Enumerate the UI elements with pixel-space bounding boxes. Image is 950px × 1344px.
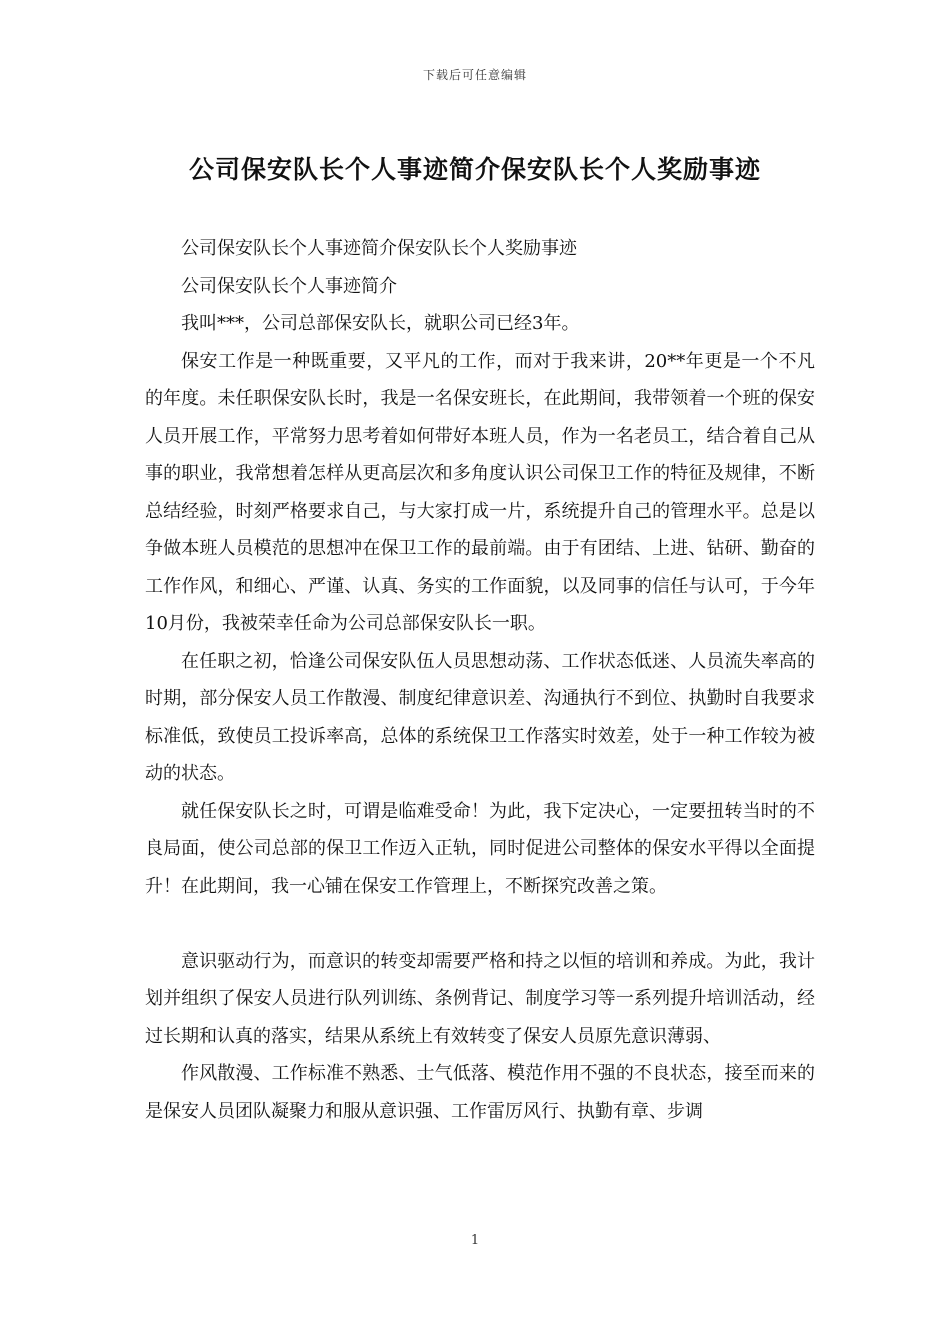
document-body (145, 230, 815, 1130)
header-note: 下载后可任意编辑 (422, 68, 527, 82)
page-number: 1 (470, 1233, 480, 1248)
paragraph: 公司保安队长个人事迹简介保安队长个人奖励事迹 (181, 238, 577, 259)
paragraph: 在任职之初，恰逢公司保安队伍人员思想动荡、工作状态低迷、人员流失率高的时期，部分保安人员工作散漫、制度纪律意识差、沟通执行不到位、执勤时自我要求标准低，致使员工投诉率高，总体的系统保卫工作落实时效差，处于一种工作较为被动的状态。 (145, 650, 815, 784)
paragraph: 我叫***，公司总部保安队长，就职公司已经3年。 (181, 313, 580, 334)
paragraph: 就任保安队长之时，可谓是临难受命！为此，我下定决心，一定要扭转当时的不良局面，使公司总部的保卫工作迈入正轨，同时促进公司整体的保安水平得以全面提升！在此期间，我一心铺在保安工作管理上，不断探究改善之策。 (145, 800, 815, 897)
paragraph: 公司保安队长个人事迹简介 (181, 275, 397, 297)
paragraph: 保安工作是一种既重要，又平凡的工作，而对于我来讲，20**年更是一个不凡的年度。未任职保安队长时，我是一名保安班长，在此期间，我带领着一个班的保安人员开展工作，平常努力思考着如何带好本班人员，作为一名老员工，结合着自己从事的职业，我常想着怎样从更高层次和多角度认识公司保卫工作的特征及规律，不断总结经验，时刻严格要求自己，与大家打成一片，系统提升自己的管理水平。总是以争做本班人员模范的思想冲在保卫工作的最前端。由于有团结、上进、钻研、勤奋的工作作风，和细心、严谨、认真、务实的工作面貌，以及同事的信任与认可，于今年10月份，我被荣幸任命为公司总部保安队长一职。 (145, 350, 815, 634)
paragraph: 意识驱动行为，而意识的转变却需要严格和持之以恒的培训和养成。为此，我计划并组织了保安人员进行队列训练、条例背记、制度学习等一系列提升培训活动，经过长期和认真的落实，结果从系统上有效转变了保安人员原先意识薄弱、 (145, 950, 815, 1047)
document-title: 公司保安队长个人事迹简介保安队长个人奖励事迹 (188, 155, 761, 184)
paragraph: 作风散漫、工作标准不熟悉、士气低落、模范作用不强的不良状态，接至而来的是保安人员团队凝聚力和服从意识强、工作雷厉风行、执勤有章、步调 (145, 1063, 815, 1122)
